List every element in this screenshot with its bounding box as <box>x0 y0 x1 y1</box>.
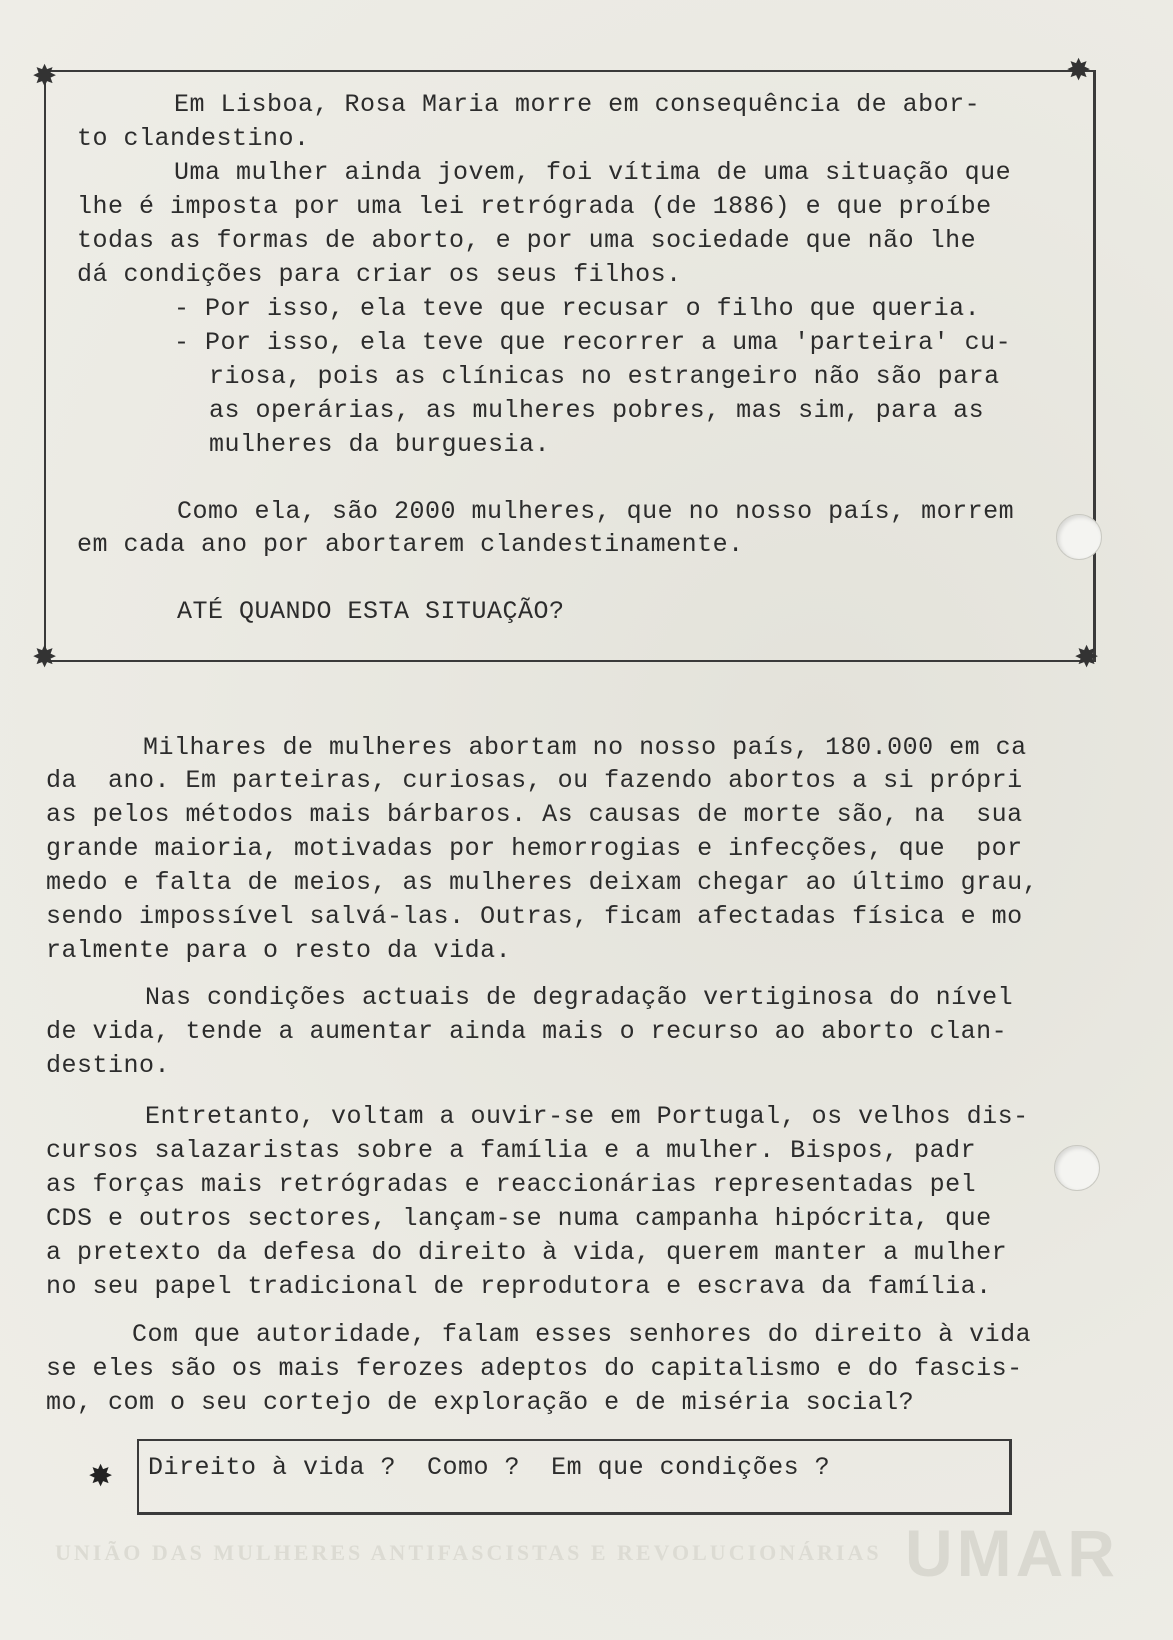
body-line: Nas condições actuais de degradação vertiginosa do nível <box>145 983 1014 1012</box>
body-line: as forças mais retrógradas e reaccionárias representadas pel <box>46 1170 977 1199</box>
body-line: Com que autoridade, falam esses senhores do direito à vida <box>132 1320 1032 1349</box>
body-line: sendo impossível salvá-las. Outras, ficam afectadas física e mo <box>46 902 1023 931</box>
body-line: as pelos métodos mais bárbaros. As causas de morte são, na sua <box>46 800 1023 829</box>
corner-ornament-icon: ✸ <box>32 640 58 675</box>
box-question: ATÉ QUANDO ESTA SITUAÇÃO? <box>177 597 565 626</box>
body-line: Milhares de mulheres abortam no nosso país, 180.000 em ca <box>143 733 1027 762</box>
faint-footer-text: UNIÃO DAS MULHERES ANTIFASCISTAS E REVOLUCIONÁRIAS <box>55 1540 882 1565</box>
box-line: riosa, pois as clínicas no estrangeiro não são para <box>209 362 1000 391</box>
faint-umar-logo: UMAR <box>905 1516 1119 1590</box>
box-line: todas as formas de aborto, e por uma sociedade que não lhe <box>77 226 977 255</box>
corner-ornament-icon: ✸ <box>1074 640 1100 675</box>
bottom-box-question: Direito à vida ? Como ? Em que condições ? <box>148 1453 831 1482</box>
box-line: to clandestino. <box>77 124 310 153</box>
corner-ornament-icon: ✸ <box>1066 53 1092 88</box>
body-line: destino. <box>46 1051 171 1080</box>
box-line: em cada ano por abortarem clandestinamente. <box>77 530 744 559</box>
punch-hole <box>1056 514 1102 560</box>
box-line: Como ela, são 2000 mulheres, que no nosso país, morrem <box>177 497 1015 526</box>
box-line: lhe é imposta por uma lei retrógrada (de 1886) e que proíbe <box>77 192 992 221</box>
body-line: da ano. Em parteiras, curiosas, ou fazendo abortos a si própri <box>46 766 1023 795</box>
body-line: de vida, tende a aumentar ainda mais o recurso ao aborto clan- <box>46 1017 1008 1046</box>
body-line: grande maioria, motivadas por hemorrogias e infecções, que por <box>46 834 1023 863</box>
body-line: cursos salazaristas sobre a família e a mulher. Bispos, padr <box>46 1136 977 1165</box>
corner-ornament-icon: ✸ <box>32 59 58 94</box>
body-line: medo e falta de meios, as mulheres deixam chegar ao último grau, <box>46 868 1039 897</box>
punch-hole <box>1054 1145 1100 1191</box>
box-line: dá condições para criar os seus filhos. <box>77 260 682 289</box>
box-line: mulheres da burguesia. <box>209 430 551 459</box>
body-line: CDS e outros sectores, lançam-se numa campanha hipócrita, que <box>46 1204 992 1233</box>
body-line: ralmente para o resto da vida. <box>46 936 512 965</box>
body-line: se eles são os mais ferozes adeptos do capitalismo e do fascis- <box>46 1354 1023 1383</box>
body-line: no seu papel tradicional de reprodutora e escrava da família. <box>46 1272 992 1301</box>
body-line: mo, com o seu cortejo de exploração e de miséria social? <box>46 1388 915 1417</box>
body-line: Entretanto, voltam a ouvir-se em Portugal, os velhos dis- <box>145 1102 1029 1131</box>
box-line: - Por isso, ela teve que recorrer a uma 'parteira' cu- <box>174 328 1012 357</box>
box-line: Em Lisboa, Rosa Maria morre em consequência de abor- <box>174 90 981 119</box>
box-line: - Por isso, ela teve que recusar o filho que queria. <box>174 294 981 323</box>
box-line: Uma mulher ainda jovem, foi vítima de uma situação que <box>174 158 1012 187</box>
box-line: as operárias, as mulheres pobres, mas sim, para as <box>209 396 985 425</box>
star-bullet-icon: ✸ <box>88 1459 114 1494</box>
body-line: a pretexto da defesa do direito à vida, querem manter a mulher <box>46 1238 1008 1267</box>
